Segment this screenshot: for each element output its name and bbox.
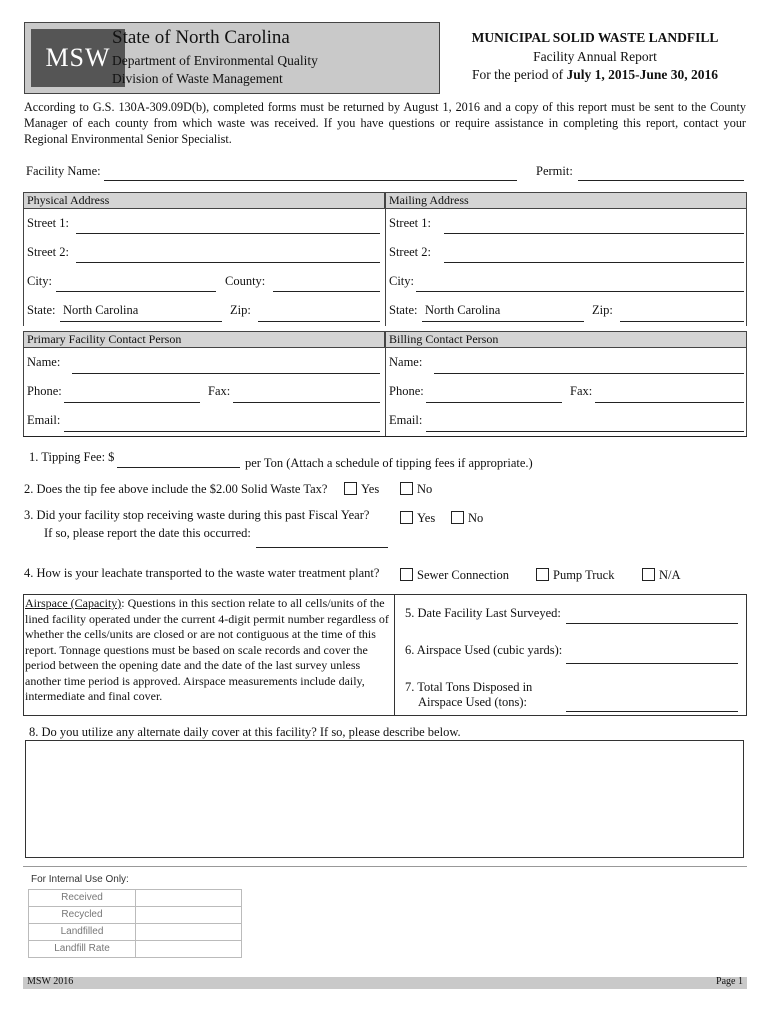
- mailing-zip-label: Zip:: [592, 303, 613, 317]
- billing-contact-header: Billing Contact Person: [385, 331, 747, 348]
- q8-label: 8. Do you utilize any alternate daily cover at this facility? If so, please describe below.: [29, 725, 461, 739]
- q1-tipping-fee-label: 1. Tipping Fee: $: [29, 450, 115, 464]
- contact-bottom-border: [23, 436, 747, 437]
- facility-name-input[interactable]: [104, 180, 517, 181]
- header-banner: [24, 22, 440, 94]
- address-left-border: [23, 192, 24, 326]
- q3-sublabel: If so, please report the date this occurred:: [44, 526, 251, 540]
- primary-fax-label: Fax:: [208, 384, 231, 398]
- q5-label: 5. Date Facility Last Surveyed:: [405, 606, 561, 620]
- state-name: State of North Carolina: [112, 27, 290, 48]
- period-dates: July 1, 2015-June 30, 2016: [566, 67, 718, 82]
- internal-recycled-label: Recycled: [28, 906, 136, 924]
- q2-yes-checkbox[interactable]: [344, 482, 357, 495]
- footer-bar: [23, 977, 747, 989]
- physical-street2-label: Street 2:: [27, 245, 70, 259]
- primary-name-label: Name:: [27, 355, 61, 369]
- q4-sewer-label: Sewer Connection: [417, 568, 509, 582]
- billing-name-input[interactable]: [434, 373, 744, 374]
- contact-divider: [385, 331, 386, 437]
- stop-date-input[interactable]: [256, 547, 388, 548]
- primary-name-input[interactable]: [72, 373, 380, 374]
- physical-state-label: State:: [27, 303, 56, 317]
- department-name: Department of Environmental Quality: [112, 53, 318, 68]
- internal-received-label: Received: [28, 889, 136, 907]
- billing-phone-input[interactable]: [426, 402, 562, 403]
- physical-street1-label: Street 1:: [27, 216, 70, 230]
- primary-contact-header: Primary Facility Contact Person: [23, 331, 385, 348]
- tipping-fee-input[interactable]: [117, 467, 240, 468]
- mailing-street1-input[interactable]: [444, 233, 744, 234]
- footer-form-id: MSW 2016: [27, 976, 74, 987]
- q3-yes-label: Yes: [417, 511, 436, 525]
- footer-page-number: Page 1: [716, 976, 743, 987]
- q2-no-checkbox[interactable]: [400, 482, 413, 495]
- q4-sewer-checkbox[interactable]: [400, 568, 413, 581]
- physical-county-input[interactable]: [273, 291, 380, 292]
- period-prefix: For the period of: [472, 67, 567, 82]
- permit-input[interactable]: [578, 180, 744, 181]
- q2-yes-label: Yes: [361, 482, 380, 496]
- primary-email-input[interactable]: [64, 431, 380, 432]
- survey-date-input[interactable]: [566, 623, 738, 624]
- billing-email-label: Email:: [389, 413, 423, 427]
- q1-suffix: per Ton (Attach a schedule of tipping fees if appropriate.): [245, 456, 533, 470]
- physical-zip-label: Zip:: [230, 303, 251, 317]
- internal-landfilled-label: Landfilled: [28, 923, 136, 941]
- form-title: MUNICIPAL SOLID WASTE LANDFILL: [471, 30, 719, 45]
- mailing-street2-input[interactable]: [444, 262, 744, 263]
- report-period: [440, 67, 750, 83]
- q3-no-label: No: [468, 511, 484, 525]
- mailing-zip-input[interactable]: [620, 321, 744, 322]
- q2-label: 2. Does the tip fee above include the $2.00 Solid Waste Tax?: [24, 482, 328, 496]
- physical-zip-input[interactable]: [258, 321, 380, 322]
- physical-city-input[interactable]: [56, 291, 216, 292]
- instructions-paragraph: According to G.S. 130A-309.09D(b), completed forms must be returned by August 1, 2016 and a copy of this report must be sent to the County Manager of each county from which waste was received. If you have questions or require assistance in completing this report, contact your Regional Environmental Senior Specialist.: [24, 100, 746, 146]
- q3-yes-checkbox[interactable]: [400, 511, 413, 524]
- q7-label: 7. Total Tons Disposed in: [405, 680, 533, 694]
- primary-email-label: Email:: [27, 413, 61, 427]
- internal-use-title: For Internal Use Only:: [31, 874, 129, 885]
- q2-no-label: No: [417, 482, 433, 496]
- q4-na-label: N/A: [659, 568, 681, 582]
- msw-logo: MSW: [31, 29, 125, 87]
- primary-phone-input[interactable]: [64, 402, 200, 403]
- q3-label: 3. Did your facility stop receiving waste during this past Fiscal Year?: [24, 508, 370, 522]
- mailing-state-input[interactable]: [422, 321, 584, 322]
- primary-fax-input[interactable]: [233, 402, 380, 403]
- q6-label: 6. Airspace Used (cubic yards):: [405, 643, 563, 657]
- billing-phone-label: Phone:: [389, 384, 424, 398]
- billing-fax-label: Fax:: [570, 384, 593, 398]
- tons-disposed-input[interactable]: [566, 711, 738, 712]
- billing-email-input[interactable]: [426, 431, 744, 432]
- airspace-used-input[interactable]: [566, 663, 738, 664]
- internal-landfill-rate-label: Landfill Rate: [28, 940, 136, 958]
- q4-pump-truck-label: Pump Truck: [553, 568, 615, 582]
- q3-no-checkbox[interactable]: [451, 511, 464, 524]
- billing-fax-input[interactable]: [595, 402, 744, 403]
- physical-street2-input[interactable]: [76, 262, 380, 263]
- physical-county-label: County:: [225, 274, 266, 288]
- airspace-text: : Questions in this section relate to all cells/units of the lined facility operated under the current 4-digit permit number regardless of whether the cells/units are closed or are not contiguous at the time of this report. Tonnage questions must be based on scale records and cover the period between the opening date and the date of the last survey unless another time period is approved. Airspace measurements include daily, intermediate and final cover.: [25, 596, 389, 703]
- physical-city-label: City:: [27, 274, 53, 288]
- contact-left-border: [23, 331, 24, 437]
- address-right-border: [746, 192, 747, 326]
- primary-phone-label: Phone:: [27, 384, 62, 398]
- address-divider: [385, 192, 386, 326]
- q4-na-checkbox[interactable]: [642, 568, 655, 581]
- mailing-state-value: North Carolina: [425, 303, 501, 317]
- contact-right-border: [746, 331, 747, 437]
- airspace-description: [25, 596, 389, 705]
- q4-label: 4. How is your leachate transported to the waste water treatment plant?: [24, 566, 380, 580]
- physical-state-value: North Carolina: [63, 303, 139, 317]
- mailing-street1-label: Street 1:: [389, 216, 432, 230]
- q4-pump-truck-checkbox[interactable]: [536, 568, 549, 581]
- physical-street1-input[interactable]: [76, 233, 380, 234]
- mailing-address-header: Mailing Address: [385, 192, 747, 209]
- internal-recycled-value: [135, 906, 242, 924]
- mailing-state-label: State:: [389, 303, 418, 317]
- mailing-street2-label: Street 2:: [389, 245, 432, 259]
- physical-state-input[interactable]: [60, 321, 222, 322]
- division-name: Division of Waste Management: [112, 71, 283, 86]
- form-subtitle: Facility Annual Report: [533, 49, 657, 64]
- facility-name-label: Facility Name:: [26, 164, 101, 178]
- airspace-divider: [394, 594, 395, 716]
- physical-address-header: Physical Address: [23, 192, 385, 209]
- q7-label-line2: Airspace Used (tons):: [418, 695, 527, 709]
- mailing-city-input[interactable]: [416, 291, 744, 292]
- airspace-title: Airspace (Capacity): [25, 596, 122, 610]
- internal-landfilled-value: [135, 923, 242, 941]
- billing-name-label: Name:: [389, 355, 423, 369]
- internal-received-value: [135, 889, 242, 907]
- alternate-cover-textarea[interactable]: [25, 740, 744, 858]
- mailing-city-label: City:: [389, 274, 415, 288]
- internal-landfill-rate-value: [135, 940, 242, 958]
- permit-label: Permit:: [536, 164, 573, 178]
- internal-divider: [23, 866, 747, 867]
